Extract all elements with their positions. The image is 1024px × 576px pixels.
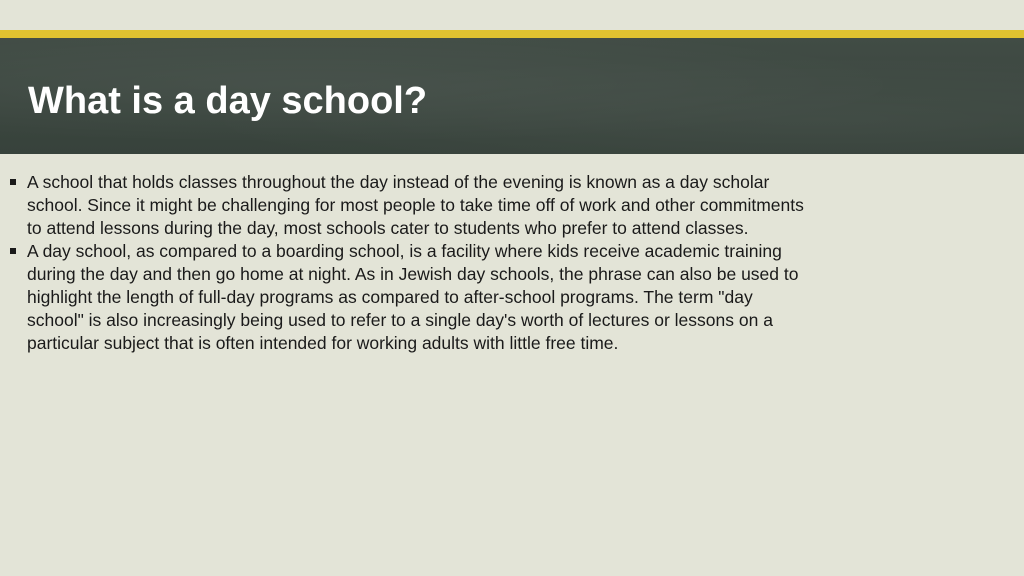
bullet-item	[8, 171, 808, 240]
accent-stripe	[0, 30, 1024, 38]
bullet-text: A day school, as compared to a boarding school, is a facility where kids receive academic training during the day and then go home at night. As in Jewish day schools, the phrase can also be used to highlight the length of full-day programs as compared to after-school programs. The term "day school" is also increasingly being used to refer to a single day's worth of lectures or lessons on a particular subject that is often intended for working adults with little free time.	[27, 241, 799, 353]
square-bullet-icon	[10, 179, 16, 185]
bullet-text: A school that holds classes throughout the day instead of the evening is known as a day scholar school. Since it might be challenging for most people to take time off of work and other commitments to attend lessons during the day, most schools cater to students who prefer to attend classes.	[27, 172, 804, 238]
slide-title: What is a day school?	[28, 80, 428, 122]
slide-body	[8, 171, 808, 355]
bullet-list	[8, 171, 808, 355]
square-bullet-icon	[10, 248, 16, 254]
bullet-item	[8, 240, 808, 355]
top-band	[0, 0, 1024, 30]
